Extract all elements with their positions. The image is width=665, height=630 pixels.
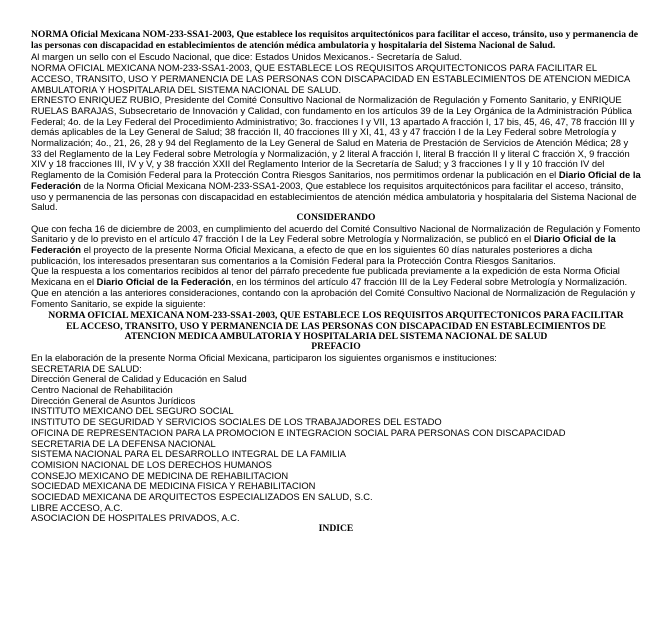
considerando-paragraph-3: Que en atención a las anteriores consideraciones, contando con la aprobación del Comité Consultivo Nacional de Normalización de Regulación y Fomento Sanitario, se expide la siguiente:	[31, 286, 636, 309]
considerando-heading: CONSIDERANDO	[296, 211, 376, 223]
list-item: SOCIEDAD MEXICANA DE ARQUITECTOS ESPECIALIZADOS EN SALUD, S.C.	[31, 491, 373, 503]
prefacio-intro: En la elaboración de la presente Norma Oficial Mexicana, participaron los siguientes organismos e instituciones:	[31, 351, 497, 363]
list-item: SISTEMA NACIONAL PARA EL DESARROLLO INTEGRAL DE LA FAMILIA	[31, 448, 347, 460]
norm-title: NORMA OFICIAL MEXICANA NOM-233-SSA1-2003, QUE ESTABLECE LOS REQUISITOS ARQUITECTONICOS PARA FACILITAR EL ACCESO, TRANSITO, USO Y PERMANENCIA DE LAS PERSONAS CON DISCAPACIDAD EN ESTABLECIMIENTOS DE ATENCION MEDICA AMBULATORIA Y HOSPITALARIA DEL SISTEMA NACIONAL DE SALUD	[48, 310, 624, 342]
list-item: ASOCIACION DE HOSPITALES PRIVADOS, A.C.	[31, 512, 240, 524]
intro-text-after: de la Norma Oficial Mexicana NOM-233-SSA1-2003, Que establece los requisitos arquitectónicos para facilitar el acceso, tránsito, uso y permanencia de las personas con discapacidad en establecimientos de atención médica ambulatoria y hospitalaria del Sistema Nacional de Salud.	[31, 179, 637, 213]
list-item: SECRETARIA DE LA DEFENSA NACIONAL	[31, 437, 216, 449]
list-item: SECRETARIA DE SALUD:	[31, 362, 142, 374]
considerando-paragraph-1	[31, 224, 641, 267]
list-item: Dirección General de Asuntos Jurídicos	[31, 394, 196, 406]
institutions-list	[31, 364, 641, 525]
considerando-2-dof-bold: Diario Oficial de la Federación	[96, 276, 232, 288]
considerando-1-before: Que con fecha 16 de diciembre de 2003, en cumplimiento del acuerdo del Comité Consultivo Nacional de Normalización de Regulación y Fomento Sanitario y de lo previsto en el artículo 47 fracción I de la Ley Federal sobre Metrología y Normalización, se publicó en el	[31, 222, 641, 245]
considerando-1-dof-bold: Diario Oficial de la Federación	[31, 233, 616, 256]
list-item: INSTITUTO DE SEGURIDAD Y SERVICIOS SOCIALES DE LOS TRABAJADORES DEL ESTADO	[31, 416, 442, 428]
list-item: COMISION NACIONAL DE LOS DERECHOS HUMANOS	[31, 458, 272, 470]
list-item: INSTITUTO MEXICANO DEL SEGURO SOCIAL	[31, 405, 234, 417]
seal-note: Al margen un sello con el Escudo Nacional, que dice: Estados Unidos Mexicanos.- Secretaría de Salud.	[31, 51, 462, 63]
upper-title: NORMA OFICIAL MEXICANA NOM-233-SSA1-2003, QUE ESTABLECE LOS REQUISITOS ARQUITECTONICOS PARA FACILITAR EL ACCESO, TRANSITO, USO Y PERMANENCIA DE LAS PERSONAS CON DISCAPACIDAD EN ESTABLECIMIENTOS DE ATENCION MEDICA AMBULATORIA Y HOSPITALARIA DEL SISTEMA NACIONAL DE SALUD.	[31, 62, 630, 95]
list-item: LIBRE ACCESO, A.C.	[31, 501, 123, 513]
list-item: CONSEJO MEXICANO DE MEDICINA DE REHABILITACION	[31, 469, 289, 481]
considerando-2-before: Que la respuesta a los comentarios recibidos al tenor del párrafo precedente fue publicada previamente a la expedición de esta Norma Oficial Mexicana en el	[31, 265, 620, 288]
considerando-paragraph-2	[31, 266, 641, 287]
considerando-1-after: el proyecto de la presente Norma Oficial Mexicana, a efecto de que en los siguientes 60 días naturales posteriores a dicha publicación, los interesados presentaran sus comentarios a la Comisión Federal para la Protección Contra Riesgos Sanitarios.	[31, 244, 593, 266]
list-item: Dirección General de Calidad y Educación en Salud	[31, 373, 247, 385]
intro-text-before: ERNESTO ENRIQUEZ RUBIO, Presidente del Comité Consultivo Nacional de Normalización de Regulación y Fomento Sanitario, y ENRIQUE RUELAS BARAJAS, Subsecretario de Innovación y Calidad, con fundamento en los artículos 39 de la Ley Orgánica de la Administración Pública Federal; 4o. de la Ley Federal del Procedimiento Administrativo; 3o. fracciones I y VII, 13 apartado A fracción I, 17 bis, 45, 46, 47, 78 fracción III y demás aplicables de la Ley General de Salud; 38 fracción II, 40 fracciones III y XI, 41, 43 y 47 fracción I de la Ley Federal sobre Metrología y Normalización; 4o., 21, 26, 28 y 94 del Reglamento de la Ley General de Salud en Materia de Prestación de Servicios de Atención Médica; 28 y 33 del Reglamento de la Ley Federal sobre Metrología y Normalización, y 2 literal A fracción I, literal B fracción II y literal C fracción X, 9 fracción XIV y 18 fracciones III, IV y V, y 38 fracción XXII del Reglamento Interior de la Secretaría de Salud; y 3 fracciones I y II y 10 fracción IV del Reglamento de la Comisión Federal para la Protección Contra Riesgos Sanitarios, nos permitimos ordenar la publicación en el	[31, 94, 635, 181]
prefacio-heading: PREFACIO	[311, 341, 361, 353]
intro-paragraph	[31, 95, 641, 213]
considerando-2-after: , en los términos del artículo 47 fracción III de la Ley Federal sobre Metrología y Normalización.	[231, 276, 628, 288]
indice-heading: INDICE	[318, 523, 354, 535]
intro-dof-bold: Diario Oficial de la Federación	[31, 169, 641, 191]
document-title: NORMA Oficial Mexicana NOM-233-SSA1-2003, Que establece los requisitos arquitectónicos para facilitar el acceso, tránsito, uso y permanencia de las personas con discapacidad en establecimientos de atención médica ambulatoria y hospitalaria del Sistema Nacional de Salud.	[31, 29, 639, 51]
list-item: Centro Nacional de Rehabilitación	[31, 383, 173, 395]
list-item: OFICINA DE REPRESENTACION PARA LA PROMOCION E INTEGRACION SOCIAL PARA PERSONAS CON DISCAPACIDAD	[31, 426, 566, 438]
list-item: SOCIEDAD MEXICANA DE MEDICINA FISICA Y REHABILITACION	[31, 480, 316, 492]
